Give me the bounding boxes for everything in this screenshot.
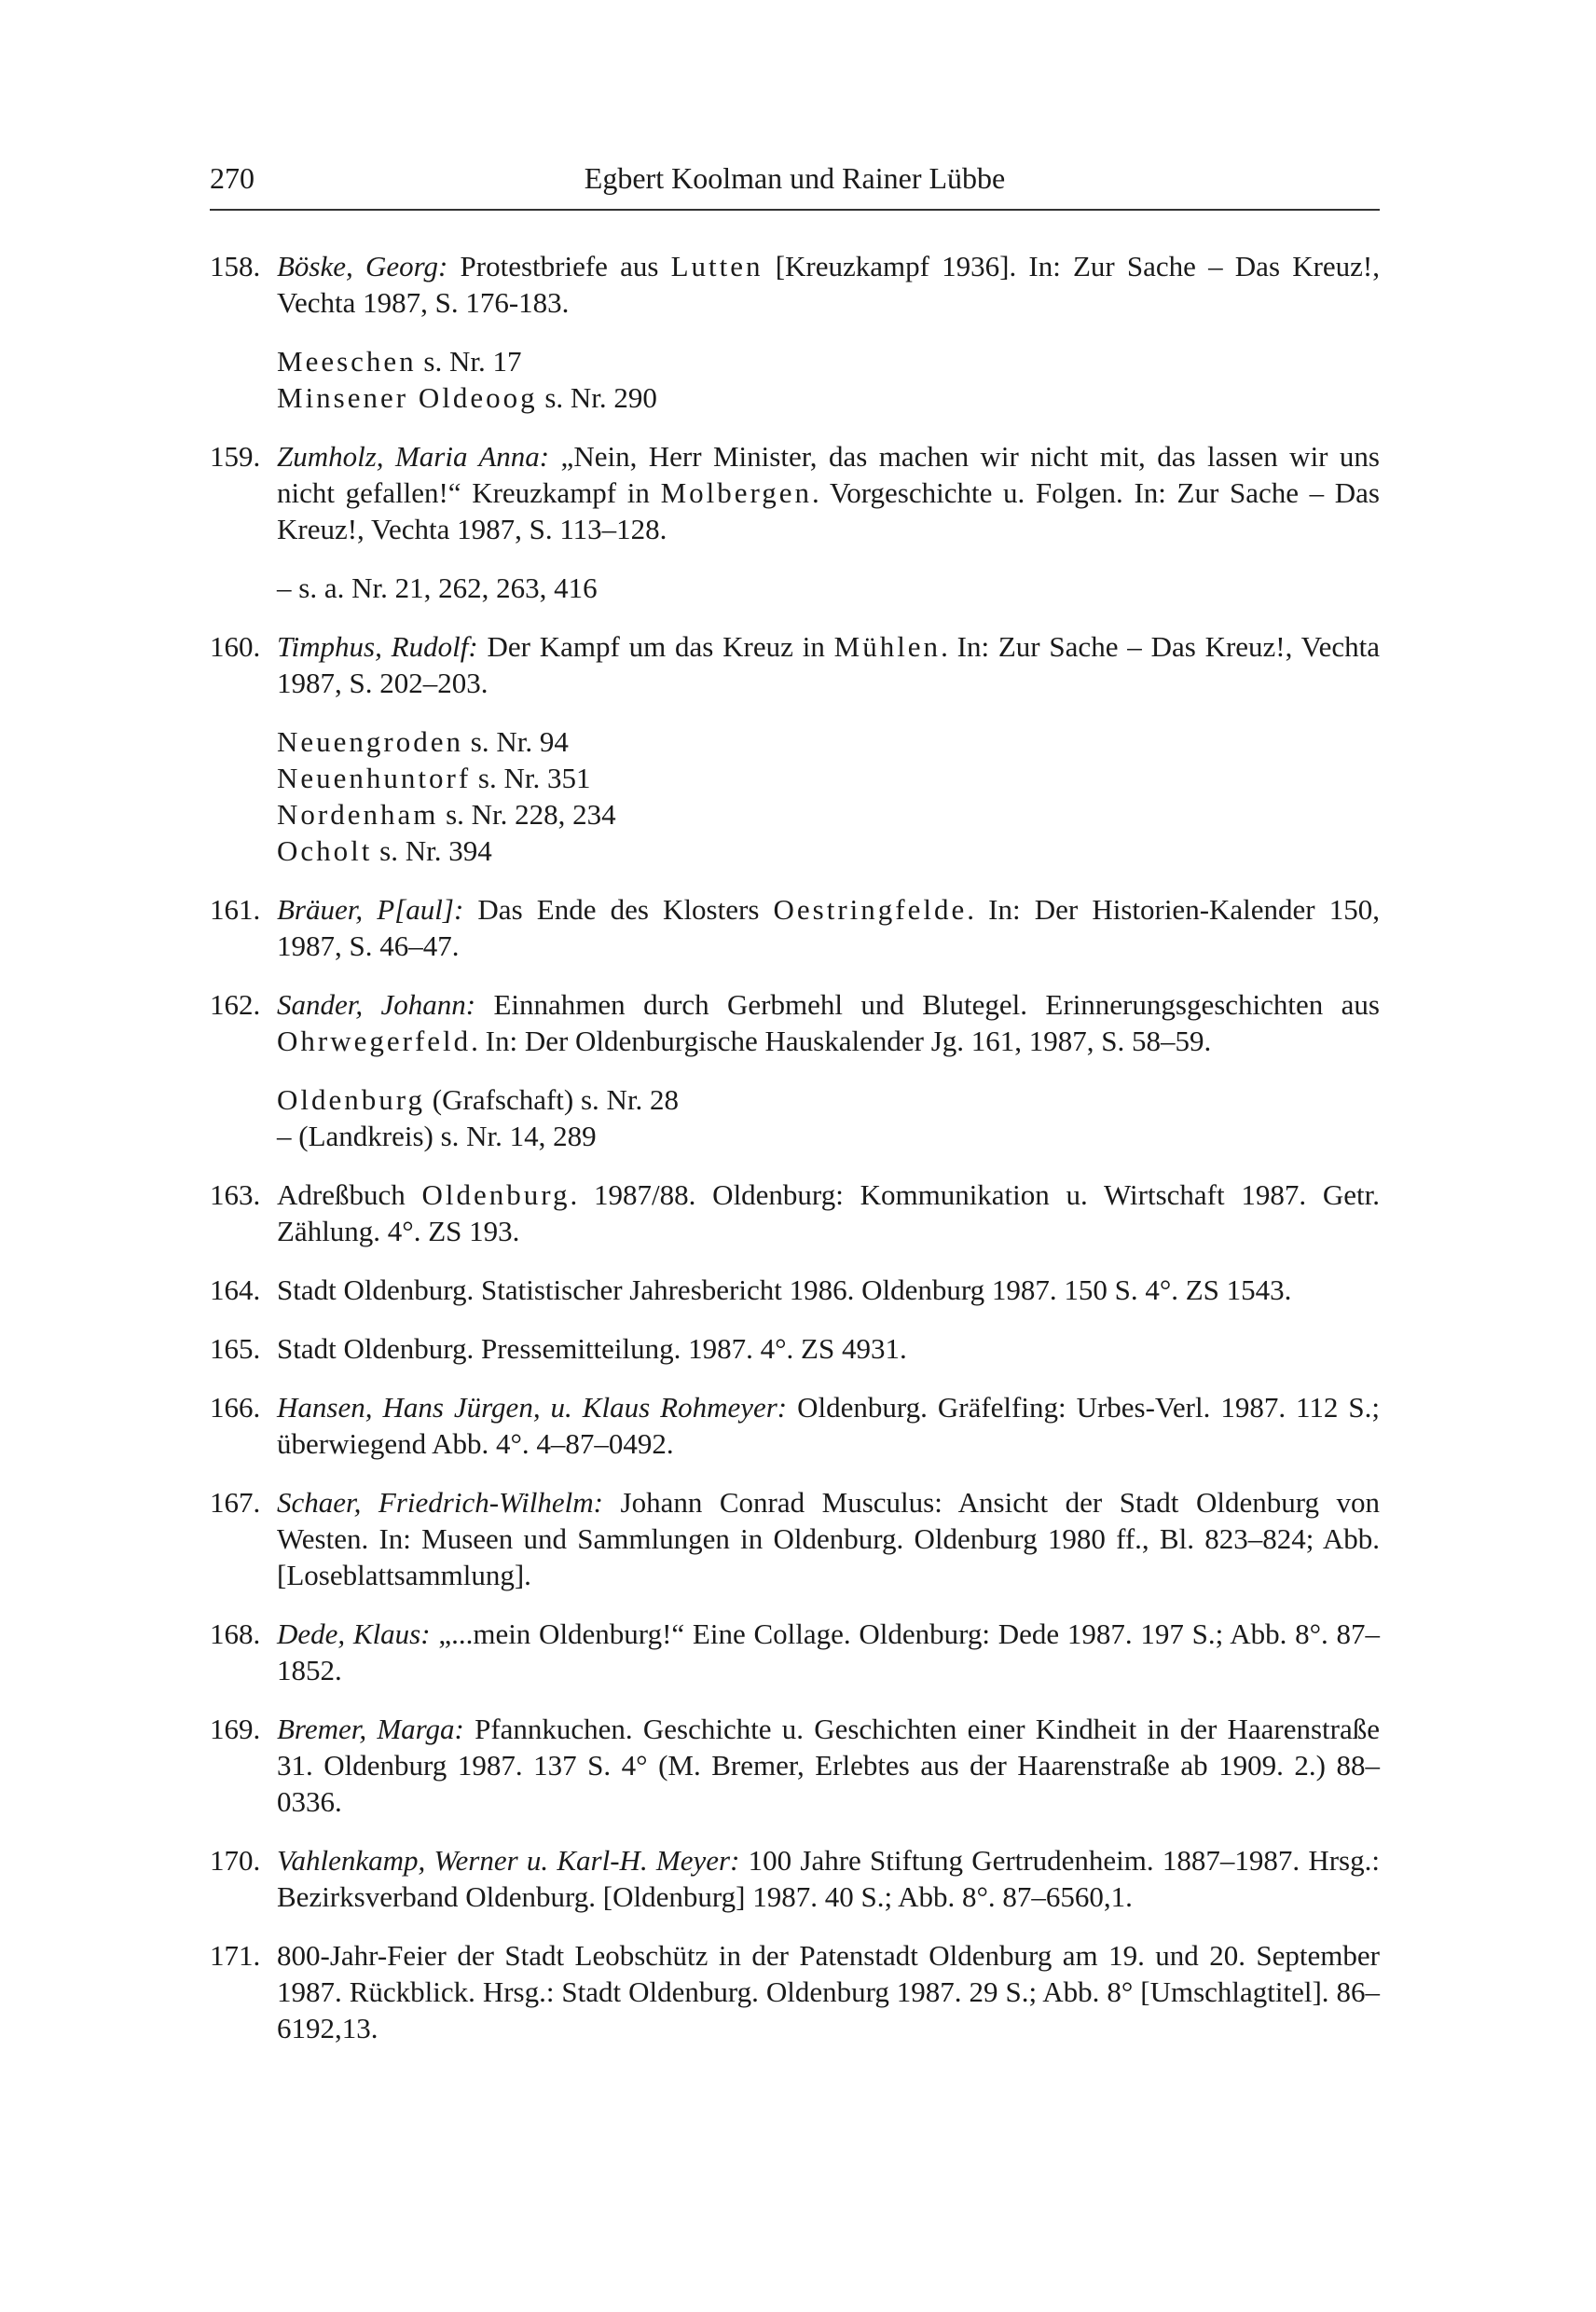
entry-text: Oldenburg. Gräfelfing: Urbes-Verl. 1987. 112 S.; überwiegend Abb. 4°. 4–87–0492. (277, 1391, 1380, 1460)
place-name: Ocholt (277, 834, 373, 867)
cross-reference-group (210, 723, 1380, 869)
entry-text: „...mein Oldenburg!“ Eine Collage. Oldenburg: Dede 1987. 197 S.; Abb. 8°. 87–1852. (277, 1617, 1380, 1686)
entry-number: 166. (210, 1391, 261, 1424)
place-name: Neuengroden (277, 725, 463, 758)
entry-text: 800-Jahr-Feier der Stadt Leobschütz in der Patenstadt Oldenburg am 19. und 20. September 1987. Rückblick. Hrsg.: Stadt Oldenburg. Oldenburg 1987. 29 S.; Abb. 8° [Umschlagtitel]. 86–6192,13. (277, 1939, 1380, 2044)
place-name: Oestringfelde (773, 893, 968, 926)
bibliography-entry (210, 1389, 1380, 1462)
cross-reference (277, 760, 1380, 796)
entry-author: Böske, Georg: (277, 250, 448, 282)
entry-number: 163. (210, 1178, 261, 1211)
bibliography-entry (210, 438, 1380, 547)
bibliography-entry (210, 1842, 1380, 1915)
place-name: Minsener Oldeoog (277, 381, 538, 414)
entry-text: (Grafschaft) s. Nr. 28 (425, 1083, 680, 1116)
entry-text: s. Nr. 228, 234 (438, 798, 616, 831)
cross-reference-group (210, 570, 1380, 606)
place-name: Meeschen (277, 345, 417, 378)
entry-text: s. Nr. 94 (463, 725, 569, 758)
entry-text: Pfannkuchen. Geschichte u. Geschichten einer Kindheit in der Haarenstraße 31. Oldenburg 1987. 137 S. 4° (M. Bremer, Erlebtes aus der Haarenstraße ab 1909. 2.) 88–0336. (277, 1713, 1380, 1818)
entry-author: Schaer, Friedrich-Wilhelm: (277, 1486, 603, 1519)
entry-text: Johann Conrad Musculus: Ansicht der Stadt Oldenburg von Westen. In: Museen und Sammlungen in Oldenburg. Oldenburg 1980 ff., Bl. 823–824; Abb. [Loseblattsammlung]. (277, 1486, 1380, 1591)
place-name: Neuenhuntorf (277, 762, 472, 794)
entry-number: 168. (210, 1617, 261, 1650)
entry-text: Protestbriefe aus (447, 250, 671, 282)
place-name: Lutten (670, 250, 764, 282)
entry-text: „Nein, Herr Minister, das machen wir nicht mit, das lassen wir uns nicht gefallen!“ Kreuzkampf in (277, 440, 1380, 509)
entry-author: Vahlenkamp, Werner u. Karl-H. Meyer: (277, 1844, 740, 1877)
entry-number: 160. (210, 630, 261, 663)
entry-number: 165. (210, 1332, 261, 1365)
entry-number: 170. (210, 1844, 261, 1877)
cross-reference (277, 796, 1380, 833)
bibliography-entry (210, 1616, 1380, 1688)
bibliography-entry (210, 1330, 1380, 1367)
place-name: Molbergen (660, 476, 813, 509)
cross-reference (277, 723, 1380, 760)
bibliography-entry (210, 248, 1380, 321)
bibliography-body (210, 248, 1380, 2069)
bibliography-entry (210, 1937, 1380, 2046)
entry-text: s. Nr. 394 (372, 834, 492, 867)
page-header (210, 160, 1380, 211)
place-name: Nordenham (277, 798, 439, 831)
bibliography-entry (210, 1177, 1380, 1249)
cross-reference (277, 1118, 1380, 1154)
bibliography-entry (210, 628, 1380, 701)
entry-text: [Kreuzkampf 1936]. In: Zur Sache – Das Kreuz!, Vechta 1987, S. 176-183. (277, 250, 1380, 319)
place-name: Ohrwegerfeld (277, 1025, 472, 1057)
entry-author: Bräuer, P[aul]: (277, 893, 464, 926)
entry-text: – (Landkreis) s. Nr. 14, 289 (277, 1120, 597, 1152)
entry-number: 158. (210, 250, 261, 282)
running-head: Egbert Koolman und Rainer Lübbe (584, 161, 1006, 195)
entry-text: . In: Zur Sache – Das Kreuz!, Vechta 1987, S. 202–203. (277, 630, 1380, 699)
cross-reference (277, 570, 1380, 606)
entry-text: . 1987/88. Oldenburg: Kommunikation u. Wirtschaft 1987. Getr. Zählung. 4°. ZS 193. (277, 1178, 1380, 1247)
cross-reference (277, 833, 1380, 869)
bibliography-entry (210, 1484, 1380, 1593)
entry-number: 164. (210, 1273, 261, 1306)
entry-text: . Vorgeschichte u. Folgen. In: Zur Sache – Das Kreuz!, Vechta 1987, S. 113–128. (277, 476, 1380, 545)
bibliography-entry (210, 891, 1380, 964)
entry-text: . In: Der Historien-Kalender 150, 1987, S. 46–47. (277, 893, 1381, 962)
entry-author: Bremer, Marga: (277, 1713, 464, 1745)
entry-author: Zumholz, Maria Anna: (277, 440, 550, 473)
cross-reference-group (210, 343, 1380, 416)
entry-number: 169. (210, 1713, 261, 1745)
entry-number: 171. (210, 1939, 261, 1972)
entry-text: s. Nr. 17 (416, 345, 522, 378)
entry-text: Der Kampf um das Kreuz in (477, 630, 834, 663)
entry-text: Einnahmen durch Gerbmehl und Blutegel. Erinnerungsgeschichten aus (475, 988, 1380, 1021)
entry-author: Hansen, Hans Jürgen, u. Klaus Rohmeyer: (277, 1391, 788, 1424)
place-name: Oldenburg (421, 1178, 571, 1211)
cross-reference (277, 1081, 1380, 1118)
cross-reference (277, 343, 1380, 379)
entry-text: s. Nr. 290 (537, 381, 657, 414)
entry-number: 159. (210, 440, 261, 473)
entry-text: Das Ende des Klosters (463, 893, 774, 926)
entry-text: 100 Jahre Stiftung Gertrudenheim. 1887–1987. Hrsg.: Bezirksverband Oldenburg. [Oldenburg] 1987. 40 S.; Abb. 8°. 87–6560,1. (277, 1844, 1380, 1913)
bibliography-entry (210, 1272, 1380, 1308)
entry-number: 162. (210, 988, 261, 1021)
entry-text: Stadt Oldenburg. Statistischer Jahresbericht 1986. Oldenburg 1987. 150 S. 4°. ZS 1543. (277, 1273, 1292, 1306)
cross-reference (277, 379, 1380, 416)
entry-text: Adreßbuch (277, 1178, 422, 1211)
bibliography-entry (210, 1711, 1380, 1820)
entry-text: . In: Der Oldenburgische Hauskalender Jg. 161, 1987, S. 58–59. (471, 1025, 1212, 1057)
entry-text: Stadt Oldenburg. Pressemitteilung. 1987. 4°. ZS 4931. (277, 1332, 907, 1365)
cross-reference-group (210, 1081, 1380, 1154)
entry-text: – s. a. Nr. 21, 262, 263, 416 (277, 571, 598, 604)
entry-author: Timphus, Rudolf: (277, 630, 478, 663)
entry-text: s. Nr. 351 (471, 762, 591, 794)
entry-number: 167. (210, 1486, 261, 1519)
place-name: Oldenburg (277, 1083, 426, 1116)
entry-number: 161. (210, 893, 261, 926)
place-name: Mühlen (833, 630, 942, 663)
bibliography-entry (210, 986, 1380, 1059)
entry-author: Sander, Johann: (277, 988, 476, 1021)
entry-author: Dede, Klaus: (277, 1617, 431, 1650)
page-number: 270 (210, 161, 255, 195)
